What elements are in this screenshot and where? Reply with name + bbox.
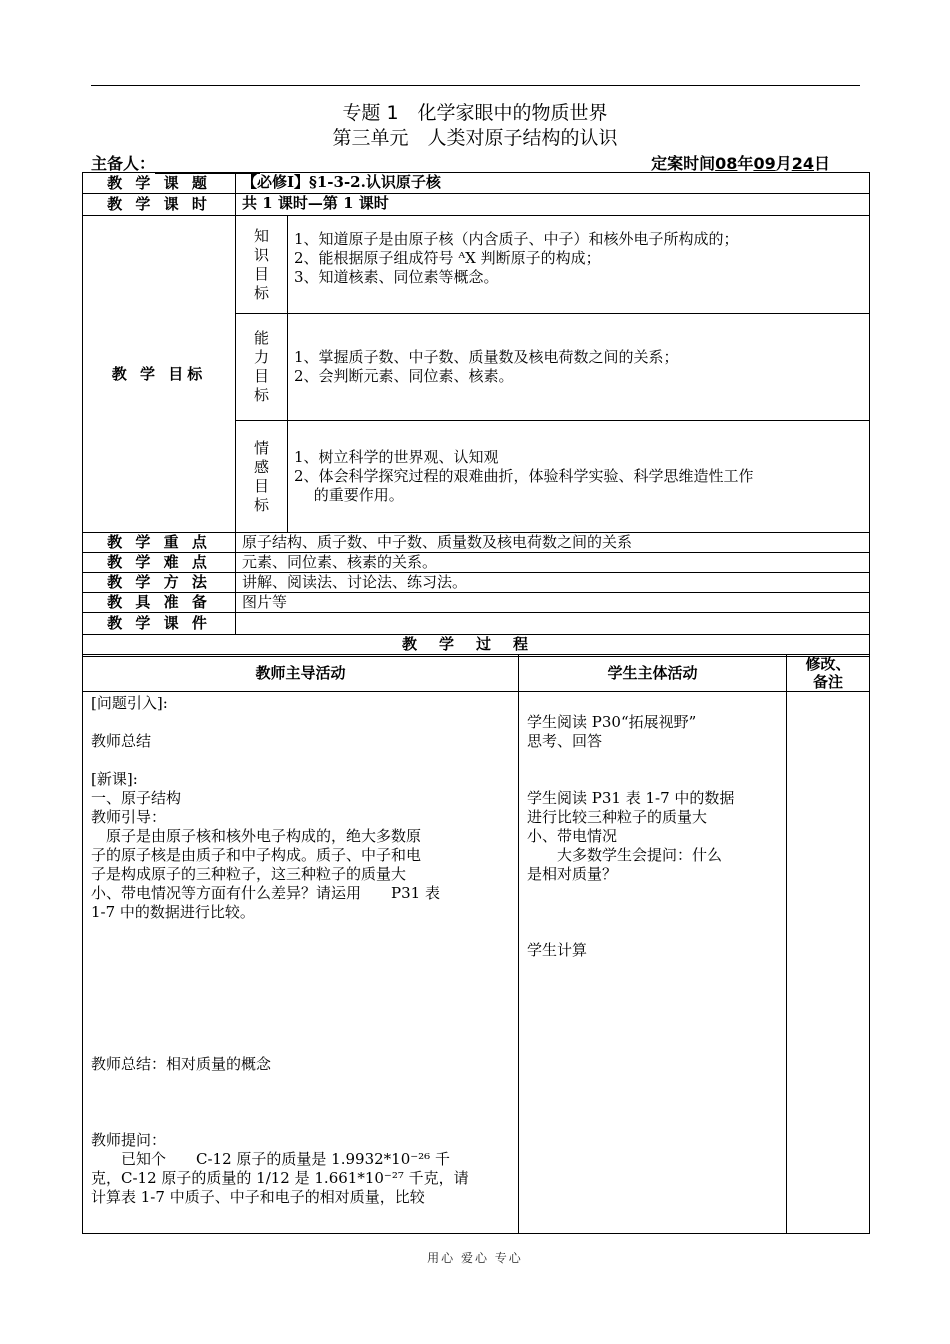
process-table — [82, 654, 870, 1234]
notes — [787, 692, 870, 1234]
date-year-unit: 年 — [737, 154, 754, 173]
tools-value: 图片等 — [236, 593, 870, 613]
process-heading: 教学过程 — [83, 635, 870, 657]
hours-value: 共 1 课时—第 1 课时 — [236, 194, 870, 216]
lesson-plan-table — [82, 172, 870, 657]
teacher-activity-header: 教师主导活动 — [83, 655, 519, 692]
page-footer: 用心 爱心 专心 — [427, 1251, 523, 1265]
date-month-unit: 月 — [775, 154, 792, 173]
method-label: 教 学 方 法 — [83, 573, 236, 593]
date-month: 09 — [753, 154, 776, 173]
hours-label: 教 学 课 时 — [83, 194, 236, 216]
difficulty-value: 元素、同位素、核素的关系。 — [236, 553, 870, 573]
key-label: 教 学 重 点 — [83, 533, 236, 553]
goal-knowledge-label: 知 识 目 标 — [236, 216, 288, 314]
preparer-label: 主备人： — [91, 154, 156, 173]
goal-ability: 1、掌握质子数、中子数、质量数及核电荷数之间的关系； 2、会判断元素、同位素、核素。 — [288, 314, 870, 421]
doc-title: 专题 1 化学家眼中的物质世界 — [342, 102, 608, 124]
courseware-label: 教 学 课 件 — [83, 613, 236, 635]
preparer — [91, 151, 260, 174]
courseware-value — [236, 613, 870, 635]
goal-emotion: 1、树立科学的世界观、认知观 2、体会科学探究过程的艰难曲折，体验科学实验、科学思维造性工作 的重要作用。 — [288, 421, 870, 533]
date-year: 08 — [715, 154, 738, 173]
goals-label: 教 学 目标 — [83, 216, 236, 533]
difficulty-label: 教 学 难 点 — [83, 553, 236, 573]
notes-header: 修改、 备注 — [787, 655, 870, 692]
finalized-date — [651, 151, 830, 174]
course-value: 【必修Ⅰ】§1-3-2.认识原子核 — [236, 173, 870, 194]
teacher-activity: [问题引入]: 教师总结 [新课]: 一、原子结构 教师引导： 原子是由原子核和核外电子构成的，绝大多数原 子的原子核是由质子和中子构成。质子、中子和电 子是构成原子的三种粒子，这三种粒子的质量大 小、带电情况等方面有什么差异？请运用 P31 表 1-7 中的数据进行比较。 教师总结：相对质量的概念 教师提问： 已知个 C-12 原子的质量是 1.9932*10⁻²⁶ 千 克，C-12 原子的质量的 1/12 是 1.661*10⁻²⁷ 千克，请 计算表 1-7 中质子、中子和电子的相对质量，比较 — [83, 692, 519, 1234]
tools-label: 教 具 准 备 — [83, 593, 236, 613]
key-value: 原子结构、质子数、中子数、质量数及核电荷数之间的关系 — [236, 533, 870, 553]
goal-emotion-label: 情 感 目 标 — [236, 421, 288, 533]
date-prefix: 定案时间 — [651, 154, 716, 173]
doc-subtitle: 第三单元 人类对原子结构的认识 — [332, 127, 618, 149]
method-value: 讲解、阅读法、讨论法、练习法。 — [236, 573, 870, 593]
student-activity-header: 学生主体活动 — [519, 655, 787, 692]
header-rule — [91, 85, 860, 86]
date-day-unit: 日 — [813, 154, 830, 173]
course-label: 教 学 课 题 — [83, 173, 236, 194]
goal-knowledge: 1、知道原子是由原子核（内含质子、中子）和核外电子所构成的； 2、能根据原子组成符号 ᴬX 判断原子的构成； 3、知道核素、同位素等概念。 — [288, 216, 870, 314]
student-activity: 学生阅读 P30“拓展视野” 思考、回答 学生阅读 P31 表 1-7 中的数据 进行比较三种粒子的质量大 小、带电情况 大多数学生会提问：什么 是相对质量？ 学生计算 — [519, 692, 787, 1234]
date-day: 24 — [791, 154, 814, 173]
goal-ability-label: 能 力 目 标 — [236, 314, 288, 421]
